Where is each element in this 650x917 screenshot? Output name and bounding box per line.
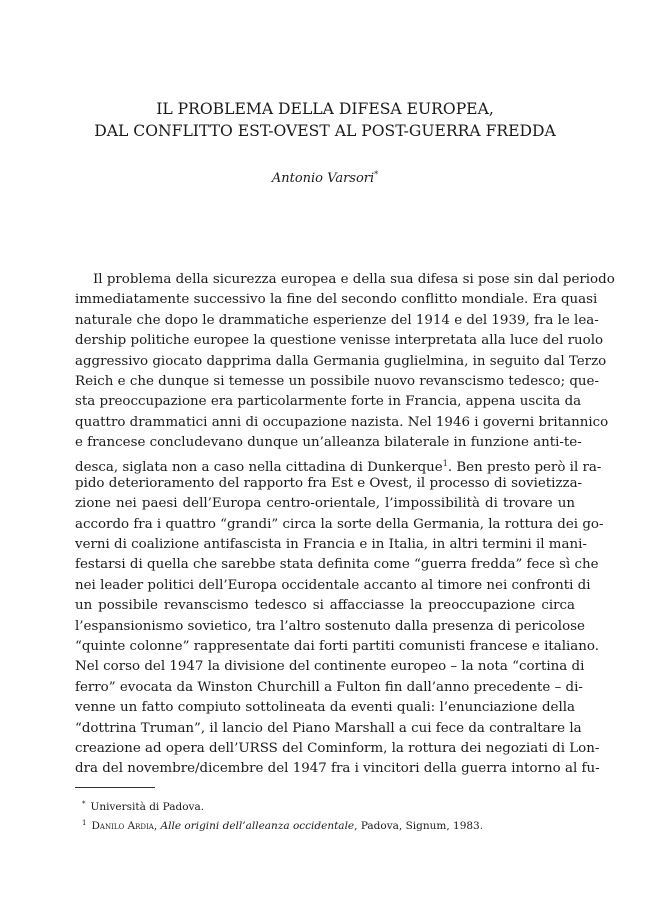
body-line-text-tail: . Ben presto però il ra- — [447, 459, 602, 475]
author-byline — [60, 166, 590, 188]
body-line: ferro” evocata da Winston Churchill a Fulton fin dall’anno precedente – di- — [75, 679, 583, 695]
footnote-1-reference[interactable]: 1 — [442, 458, 448, 468]
body-line: creazione ad opera dell’URSS del Cominform, la rottura dei negoziati di Lon- — [75, 740, 600, 756]
body-line: Nel corso del 1947 la divisione del continente europeo – la nota “cortina di — [75, 659, 585, 675]
body-line: Il problema della sicurezza europea e della sua difesa si pose sin dal periodo — [93, 272, 615, 287]
footnote-1 — [82, 815, 483, 834]
body-line: dra del novembre/dicembre del 1947 fra i vincitori della guerra intorno al fu- — [75, 761, 600, 777]
footnotes — [82, 796, 483, 834]
body-line: aggressivo giocato dapprima dalla Germania guglielmina, in seguito dal Terzo — [75, 353, 607, 369]
footnote-publication: , Padova, Signum, 1983. — [354, 820, 484, 832]
body-line: quattro drammatici anni di occupazione nazista. Nel 1946 i governi britannico — [75, 414, 609, 430]
body-line: sta preoccupazione era particolarmente forte in Francia, appena uscita da — [75, 394, 582, 410]
body-line: nei leader politici dell’Europa occidentale accanto al timore nei confronti di — [75, 577, 591, 593]
footnote-marker: * — [82, 800, 86, 808]
footnote-text: Università di Padova. — [90, 801, 205, 813]
body-line: immediatamente successivo la fine del secondo conflitto mondiale. Era quasi — [75, 292, 598, 308]
body-paragraph — [75, 270, 615, 780]
body-line-text: desca, siglata non a caso nella cittadina di Dunkerque — [75, 459, 443, 475]
footnote-cited-title: Alle origini dell’alleanza occidentale — [160, 820, 355, 832]
body-line: venne un fatto compiuto sottolineata da eventi quali: l’enunciazione della — [75, 700, 575, 716]
body-line: verni di coalizione antifascista in Francia e in Italia, in altri termini il mani- — [75, 537, 587, 553]
body-line: “quinte colonne” rappresentate dai forti partiti comunisti francese e italiano. — [75, 639, 599, 655]
footnote-separator-text: , — [153, 820, 161, 832]
footnote-affiliation — [82, 796, 483, 815]
body-line: e francese concludevano dunque un’alleanza bilaterale in funzione anti-te- — [75, 435, 582, 451]
article-title — [60, 98, 590, 142]
body-line: festarsi di quella che sarebbe stata definita come “guerra fredda” fece sì che — [75, 557, 599, 573]
title-line-1: IL PROBLEMA DELLA DIFESA EUROPEA, — [156, 100, 494, 118]
author-name: Antonio Varsori — [271, 171, 375, 186]
author-footnote-marker[interactable]: * — [374, 170, 379, 179]
body-line: pido deterioramento del rapporto fra Est e Ovest, il processo di sovietizza- — [75, 475, 583, 491]
footnote-separator — [75, 787, 155, 788]
body-line: naturale che dopo le drammatiche esperienze del 1914 e del 1939, fra le lea- — [75, 312, 599, 328]
footnote-cited-author: Danilo Ardia — [91, 820, 154, 832]
body-line-with-footnote — [75, 454, 602, 475]
body-line: l’espansionismo sovietico, tra l’altro sostenuto dalla presenza di pericolose — [75, 618, 585, 634]
title-line-2: DAL CONFLITTO EST-OVEST AL POST-GUERRA FREDDA — [94, 122, 556, 140]
body-line: “dottrina Truman”, il lancio del Piano Marshall a cui fece da contraltare la — [75, 720, 582, 736]
body-line: dership politiche europee la questione venisse interpretata alla luce del ruolo — [75, 333, 604, 349]
body-line: un possibile revanscismo tedesco si affacciasse la preoccupazione circa — [75, 598, 575, 614]
body-line: Reich e che dunque si temesse un possibile nuovo revanscismo tedesco; que- — [75, 373, 599, 389]
body-line: zione nei paesi dell’Europa centro-orientale, l’impossibilità di trovare un — [75, 496, 575, 512]
body-line: accordo fra i quattro “grandi” circa la sorte della Germania, la rottura dei go- — [75, 516, 604, 532]
footnote-marker: 1 — [82, 819, 87, 827]
